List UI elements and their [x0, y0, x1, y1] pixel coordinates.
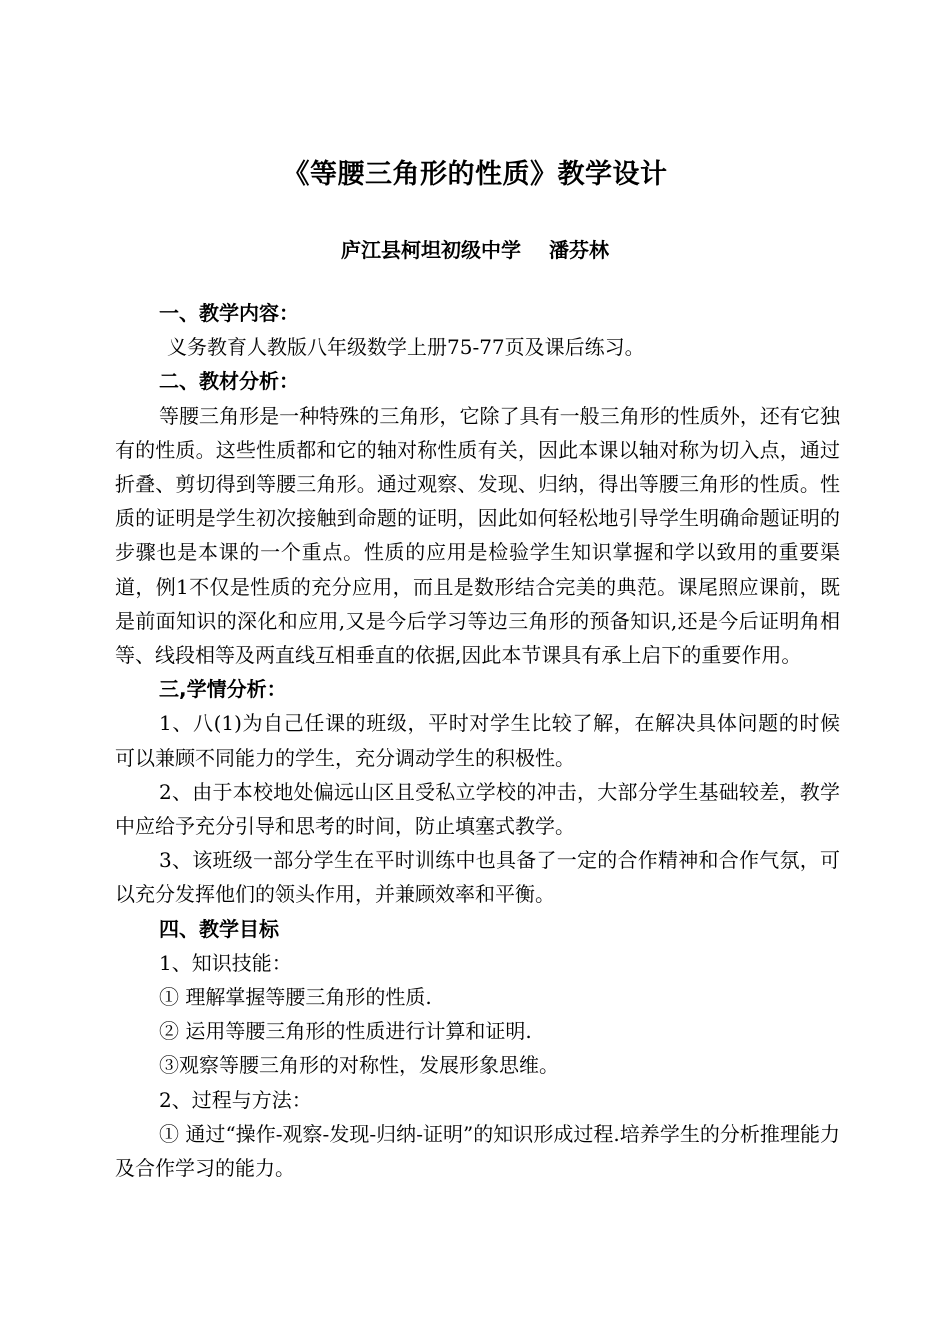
objective-item-4: ① 通过“操作-观察-发现-归纳-证明”的知识形成过程.培养学生的分析推理能力及合作学习的能力。: [115, 1121, 840, 1181]
author-school: 庐江县柯坦初级中学: [341, 238, 521, 262]
document-body: [115, 296, 840, 1185]
section-text-material-analysis: 等腰三角形是一种特殊的三角形，它除了具有一般三角形的性质外，还有它独有的性质。这些性质都和它的轴对称性质有关，因此本课以轴对称为切入点，通过折叠、剪切得到等腰三角形。通过观察、发现、归纳，得出等腰三角形的性质。性质的证明是学生初次接触到命题的证明，因此如何轻松地引导学生明确命题证明的步骤也是本课的一个重点。性质的应用是检验学生知识掌握和学以致用的重要渠道，例1不仅是性质的充分应用，而且是数形结合完美的典范。课尾照应课前，既是前面知识的深化和应用,又是今后学习等边三角形的预备知识,还是今后证明角相等、线段相等及两直线互相垂直的依据,因此本节课具有承上启下的重要作用。: [115, 403, 840, 668]
section-heading-teaching-content: 一、教学内容：: [159, 301, 299, 325]
objective-item-1: ① 理解掌握等腰三角形的性质.: [159, 985, 432, 1010]
author-line: [0, 234, 950, 266]
objective-item-3: ③观察等腰三角形的对称性，发展形象思维。: [159, 1053, 559, 1078]
section-heading-student-analysis: 三,学情分析：: [159, 677, 287, 702]
student-analysis-paragraph-1: 1、八(1)为自己任课的班级，平时对学生比较了解，在解决具体问题的时候可以兼顾不同能力的学生，充分调动学生的积极性。: [115, 711, 840, 770]
objective-item-2: ② 运用等腰三角形的性质进行计算和证明.: [159, 1019, 532, 1044]
student-analysis-paragraph-2: 2、由于本校地处偏远山区且受私立学校的冲击，大部分学生基础较差，教学中应给予充分引导和思考的时间，防止填塞式教学。: [115, 779, 840, 839]
student-analysis-paragraph-3: 3、该班级一部分学生在平时训练中也具备了一定的合作精神和合作气氛，可以充分发挥他们的领头作用，并兼顾效率和平衡。: [115, 848, 840, 907]
objective-subheading-knowledge-skills: 1、知识技能：: [159, 950, 292, 975]
objective-subheading-process-methods: 2、过程与方法：: [159, 1087, 312, 1112]
author-name: 潘芬林: [549, 238, 609, 262]
section-heading-teaching-objectives: 四、教学目标: [159, 916, 279, 941]
section-text-teaching-content: 义务教育人教版八年级数学上册75-77页及课后练习。: [167, 335, 645, 360]
section-heading-material-analysis: 二、教材分析：: [159, 369, 299, 394]
document-title: 《等腰三角形的性质》教学设计: [282, 159, 668, 190]
